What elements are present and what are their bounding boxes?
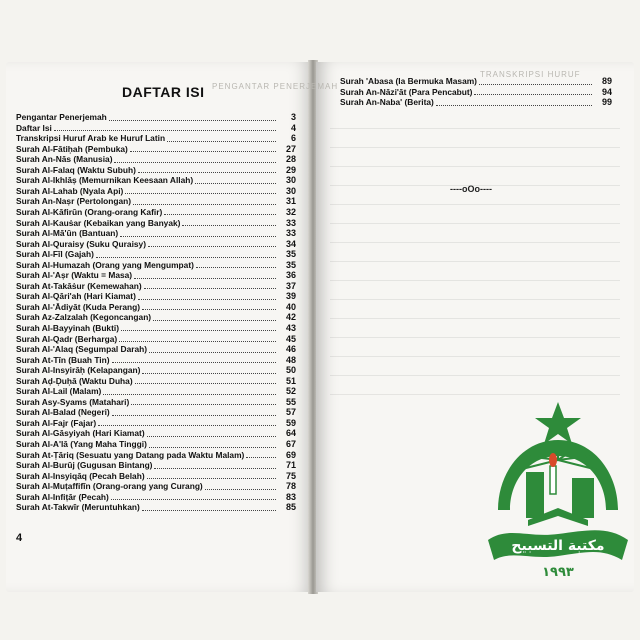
toc-entry — [16, 365, 296, 376]
toc-entry-page: 34 — [285, 238, 296, 249]
toc-entry-page: 30 — [285, 175, 296, 186]
toc-leader-dots — [246, 457, 276, 458]
toc-entry-label: Surah Al-'Alaq (Segumpal Darah) — [16, 344, 148, 355]
toc-entry — [16, 165, 296, 176]
toc-entry-label: Surah Asy-Syams (Matahari) — [16, 396, 130, 407]
toc-leader-dots — [114, 162, 276, 163]
toc-entry — [16, 323, 296, 334]
toc-entry — [16, 450, 296, 461]
toc-entry-page: 50 — [285, 365, 296, 376]
toc-entry-label: Surah Al-Kāfirūn (Orang-orang Kafir) — [16, 206, 163, 217]
toc-entry-page: 6 — [290, 133, 296, 144]
toc-entry-label: Surah Al-Fajr (Fajar) — [16, 417, 97, 428]
toc-entry-page: 52 — [285, 386, 296, 397]
toc-leader-dots — [130, 151, 276, 152]
toc-leader-dots — [142, 510, 276, 511]
toc-leader-dots — [112, 415, 276, 416]
toc-entry-page: 45 — [285, 333, 296, 344]
toc-leader-dots — [125, 193, 276, 194]
toc-leader-dots — [96, 257, 276, 258]
toc-leader-dots — [479, 84, 592, 85]
toc-entry — [16, 397, 296, 408]
toc-entry-label: Surah At-Ṭāriq (Sesuatu yang Datang pada Waktu Malam) — [16, 449, 245, 460]
toc-entry-page: 43 — [285, 322, 296, 333]
toc-entry — [16, 407, 296, 418]
toc-entry-page: 28 — [285, 154, 296, 165]
toc-entry — [16, 217, 296, 228]
toc-entry-label: Surah Al-Falaq (Waktu Subuh) — [16, 164, 136, 175]
toc-entry-label: Surah Al-Quraisy (Suku Quraisy) — [16, 238, 147, 249]
toc-entry-label: Surah Al-Muṭaffifīn (Orang-orang yang Curang) — [16, 481, 203, 492]
toc-entry-label: Surah Al-Fātiḥah (Pembuka) — [16, 143, 128, 154]
toc-entry-label: Daftar Isi — [16, 122, 52, 133]
toc-entry — [16, 355, 296, 366]
toc-leader-dots — [436, 105, 592, 106]
toc-leader-dots — [182, 225, 276, 226]
page-title: DAFTAR ISI — [122, 84, 205, 100]
toc-leader-dots — [142, 309, 276, 310]
toc-entry-label: Surah Al-Fīl (Gajah) — [16, 249, 94, 260]
toc-leader-dots — [112, 362, 276, 363]
toc-entry-page: 55 — [285, 396, 296, 407]
toc-entry-label: Transkripsi Huruf Arab ke Huruf Latin — [16, 133, 166, 144]
toc-entry — [16, 312, 296, 323]
toc-leader-dots — [133, 204, 276, 205]
toc-leader-dots — [196, 267, 276, 268]
toc-entry-page: 48 — [285, 354, 296, 365]
toc-entry-label: Pengantar Penerjemah — [16, 112, 107, 123]
toc-entry-page: 57 — [285, 407, 296, 418]
section-separator: ----oOo---- — [450, 184, 492, 194]
toc-leader-dots — [134, 278, 276, 279]
toc-leader-dots — [119, 341, 276, 342]
library-logo-watermark — [488, 400, 638, 590]
toc-entry — [16, 376, 296, 387]
toc-entry — [16, 133, 296, 144]
toc-entry-page: 30 — [285, 185, 296, 196]
toc-entry-label: Surah Aḍ-Ḍuḥā (Waktu Duha) — [16, 375, 133, 386]
toc-entry — [16, 239, 296, 250]
toc-entry-page: 35 — [285, 249, 296, 260]
toc-entry-page: 99 — [601, 97, 612, 108]
toc-leader-dots — [149, 352, 276, 353]
toc-leader-dots — [474, 94, 592, 95]
toc-entry — [340, 97, 612, 108]
toc-entry-label: Surah Al-Qadr (Berharga) — [16, 333, 118, 344]
toc-entry-page: 51 — [285, 375, 296, 386]
toc-entry-page: 46 — [285, 344, 296, 355]
toc-leader-dots — [153, 320, 276, 321]
toc-list-left — [16, 112, 296, 513]
toc-entry-page: 39 — [285, 291, 296, 302]
toc-entry — [16, 460, 296, 471]
toc-leader-dots — [147, 436, 276, 437]
toc-leader-dots — [148, 246, 276, 247]
logo-year-text: ١٩٩٣ — [542, 565, 574, 580]
toc-leader-dots — [138, 299, 276, 300]
toc-leader-dots — [109, 120, 276, 121]
toc-entry-page: 40 — [285, 301, 296, 312]
toc-entry-label: Surah Al-Balad (Negeri) — [16, 407, 110, 418]
toc-entry-page: 36 — [285, 270, 296, 281]
toc-entry-page: 69 — [285, 449, 296, 460]
toc-entry-label: Surah At-Takwīr (Meruntuhkan) — [16, 502, 140, 513]
toc-entry — [16, 186, 296, 197]
toc-leader-dots — [103, 394, 276, 395]
toc-entry-page: 64 — [285, 428, 296, 439]
toc-entry-page: 37 — [285, 280, 296, 291]
toc-entry-label: Surah At-Tīn (Buah Tin) — [16, 354, 110, 365]
toc-entry-label: Surah An-Nāzi'āt (Para Pencabut) — [340, 86, 473, 97]
toc-entry-page: 31 — [285, 196, 296, 207]
toc-entry — [16, 492, 296, 503]
toc-entry — [16, 502, 296, 513]
toc-leader-dots — [54, 130, 276, 131]
toc-entry — [16, 228, 296, 239]
toc-leader-dots — [149, 447, 276, 448]
toc-entry-page: 33 — [285, 217, 296, 228]
toc-entry — [16, 333, 296, 344]
toc-entry-page: 33 — [285, 228, 296, 239]
toc-entry-label: Surah Al-Ikhlāṣ (Memurnikan Keesaan Allah) — [16, 175, 194, 186]
toc-entry — [16, 386, 296, 397]
toc-entry-label: Surah Al-Mā'ūn (Bantuan) — [16, 228, 119, 239]
toc-entry — [16, 123, 296, 134]
toc-entry-page: 94 — [601, 86, 612, 97]
toc-entry — [16, 175, 296, 186]
page-number: 4 — [16, 532, 23, 544]
toc-entry-label: Surah Al-Qāri'ah (Hari Kiamat) — [16, 291, 136, 302]
toc-entry — [340, 87, 612, 98]
toc-entry — [16, 270, 296, 281]
toc-entry-page: 59 — [285, 417, 296, 428]
toc-entry-label: Surah Al-Gāsyiyah (Hari Kiamat) — [16, 428, 145, 439]
toc-entry — [16, 154, 296, 165]
toc-entry-label: Surah At-Takāṡur (Kemewahan) — [16, 280, 142, 291]
toc-leader-dots — [131, 404, 276, 405]
toc-leader-dots — [164, 214, 276, 215]
toc-leader-dots — [147, 478, 276, 479]
toc-entry — [16, 439, 296, 450]
toc-entry-label: Surah Az-Zalzalah (Kegoncangan) — [16, 312, 152, 323]
toc-entry — [16, 471, 296, 482]
toc-entry — [16, 418, 296, 429]
bleed-through-text-right: TRANSKRIPSI HURUF — [480, 70, 581, 79]
logo-arabic-text: مكتبة التسبيح — [511, 538, 605, 554]
toc-entry — [16, 144, 296, 155]
toc-entry-label: Surah Al-Insyirāḥ (Kelapangan) — [16, 365, 141, 376]
toc-entry-page: 32 — [285, 206, 296, 217]
toc-leader-dots — [111, 499, 276, 500]
toc-entry-page: 67 — [285, 439, 296, 449]
toc-entry-label: Surah Al-Lail (Malam) — [16, 386, 102, 397]
toc-entry-page: 42 — [285, 312, 296, 323]
toc-entry-label: Surah Al-Infiṭār (Pecah) — [16, 491, 109, 502]
toc-entry-label: Surah Al-Humazah (Orang yang Mengumpat) — [16, 259, 194, 270]
toc-entry — [16, 249, 296, 260]
toc-entry-label: Surah Al-Burūj (Gugusan Bintang) — [16, 460, 153, 471]
toc-entry-page: 3 — [290, 112, 296, 123]
toc-entry — [340, 76, 612, 87]
toc-leader-dots — [135, 383, 276, 384]
toc-leader-dots — [205, 489, 276, 490]
toc-leader-dots — [121, 330, 276, 331]
toc-entry-label: Surah Al-Lahab (Nyala Api) — [16, 185, 124, 196]
toc-leader-dots — [144, 288, 276, 289]
toc-entry-page: 83 — [285, 491, 296, 502]
toc-entry-page: 71 — [285, 460, 296, 471]
toc-entry — [16, 260, 296, 271]
toc-entry — [16, 302, 296, 313]
toc-entry-page: 4 — [290, 122, 296, 133]
bleed-through-lines — [330, 110, 620, 440]
toc-entry-label: Surah Al-A'lā (Yang Maha Tinggi) — [16, 439, 147, 449]
toc-entry-label: Surah Al-'Ādiyāt (Kuda Perang) — [16, 301, 141, 312]
toc-entry-label: Surah Al-Kauṡar (Kebaikan yang Banyak) — [16, 217, 181, 228]
toc-entry-page: 27 — [285, 143, 296, 154]
toc-entry — [16, 196, 296, 207]
toc-leader-dots — [154, 468, 276, 469]
toc-entry-page: 35 — [285, 259, 296, 270]
toc-entry — [16, 207, 296, 218]
toc-entry-label: Surah Al-Bayyinah (Bukti) — [16, 322, 119, 333]
toc-leader-dots — [195, 183, 276, 184]
toc-leader-dots — [167, 141, 276, 142]
toc-entry-page: 29 — [285, 164, 296, 175]
toc-entry — [16, 344, 296, 355]
toc-entry — [16, 291, 296, 302]
toc-entry-label: Surah Al-Insyiqāq (Pecah Belah) — [16, 470, 145, 481]
toc-leader-dots — [120, 236, 276, 237]
bleed-through-text: PENGANTAR PENERJEMAH — [212, 82, 339, 91]
toc-entry-label: Surah An-Naba' (Berita) — [340, 97, 434, 108]
toc-entry — [16, 112, 296, 123]
toc-entry-page: 85 — [285, 502, 296, 513]
toc-leader-dots — [142, 373, 276, 374]
toc-entry-page: 78 — [285, 481, 296, 492]
toc-entry-label: Surah 'Abasa (Ia Bermuka Masam) — [340, 76, 477, 87]
toc-entry — [16, 481, 296, 492]
toc-entry — [16, 428, 296, 439]
toc-entry-label: Surah An-Naṣr (Pertolongan) — [16, 196, 132, 207]
toc-leader-dots — [138, 172, 276, 173]
toc-entry-page: 75 — [285, 470, 296, 481]
toc-entry — [16, 281, 296, 292]
toc-leader-dots — [98, 425, 276, 426]
toc-entry-page: 89 — [601, 76, 612, 87]
toc-entry-label: Surah Al-'Aṣr (Waktu = Masa) — [16, 270, 133, 281]
toc-entry-label: Surah An-Nās (Manusia) — [16, 154, 113, 165]
toc-list-right — [340, 76, 612, 108]
